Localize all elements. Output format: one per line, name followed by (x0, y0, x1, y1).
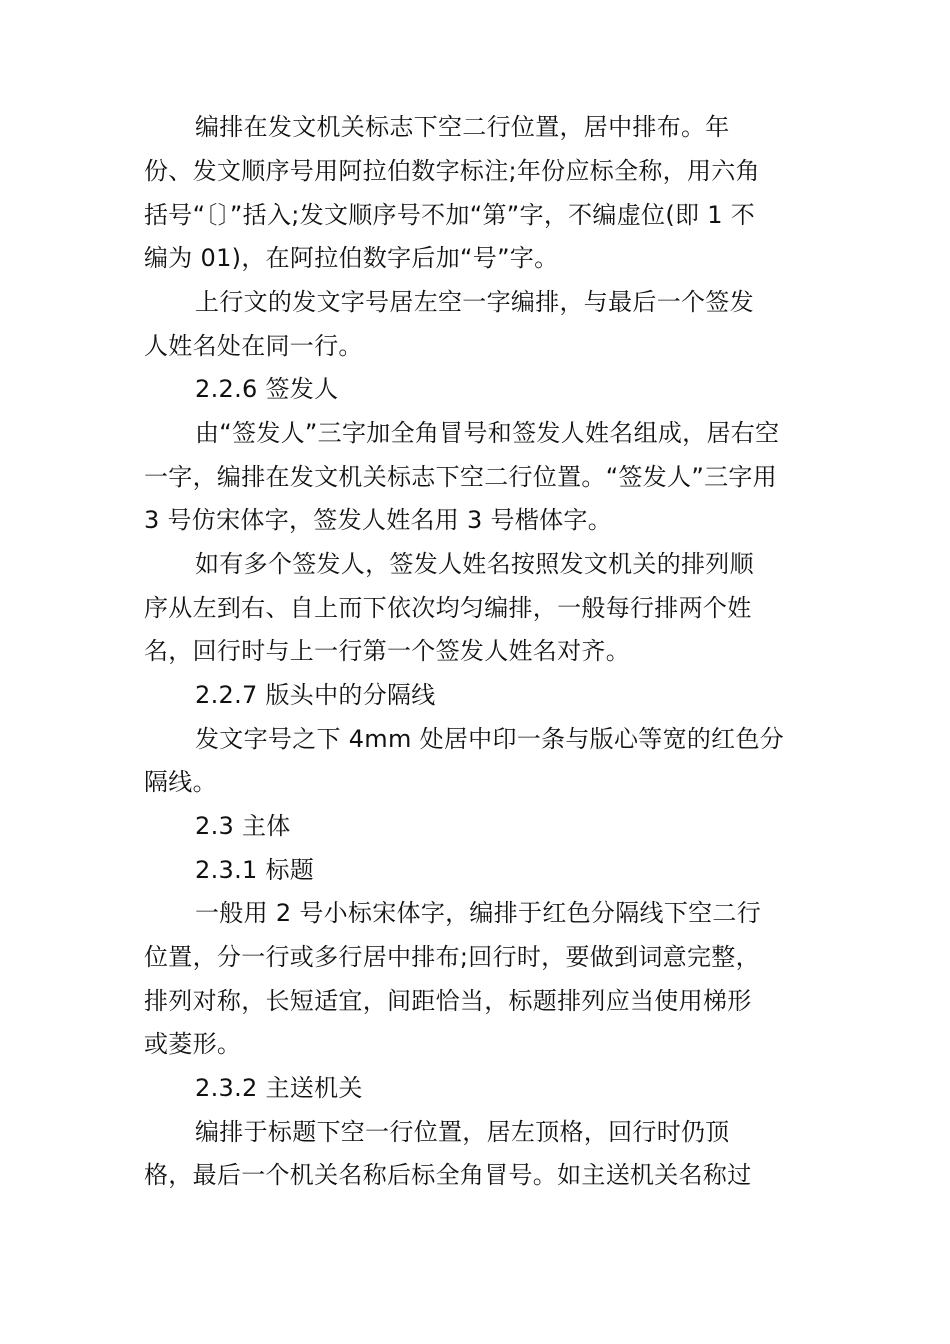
section-heading: 2.3.2 主送机关 (195, 1074, 363, 1102)
paragraph-line: 编为 01)，在阿拉伯数字后加“号”字。 (144, 244, 559, 272)
paragraph-line: 或菱形。 (144, 1030, 242, 1058)
paragraph-line: 编排于标题下空一行位置，居左顶格，回行时仍顶 (195, 1118, 730, 1146)
paragraph-line: 发文字号之下 4mm 处居中印一条与版心等宽的红色分 (195, 725, 785, 753)
paragraph-line: 名，回行时与上一行第一个签发人姓名对齐。 (144, 637, 630, 665)
paragraph-line: 格，最后一个机关名称后标全角冒号。如主送机关名称过 (144, 1161, 752, 1189)
paragraph-line: 位置，分一行或多行居中排布;回行时，要做到词意完整， (144, 943, 760, 971)
paragraph-line: 排列对称，长短适宜，间距恰当，标题排列应当使用梯形 (144, 987, 752, 1015)
paragraph-line: 序从左到右、自上而下依次均匀编排，一般每行排两个姓 (144, 594, 752, 622)
paragraph-line: 如有多个签发人，签发人姓名按照发文机关的排列顺 (195, 550, 754, 578)
paragraph-line: 隔线。 (144, 768, 217, 796)
paragraph-line: 括号“〔〕”括入;发文顺序号不加“第”字，不编虚位(即 1 不 (144, 201, 756, 229)
paragraph-line: 人姓名处在同一行。 (144, 332, 363, 360)
paragraph-line: 编排在发文机关标志下空二行位置，居中排布。年 (195, 113, 730, 141)
section-heading: 2.2.6 签发人 (195, 375, 339, 403)
paragraph-line: 份、发文顺序号用阿拉伯数字标注;年份应标全称，用六角 (144, 157, 760, 185)
section-heading: 2.3 主体 (195, 812, 291, 840)
paragraph-line: 3 号仿宋体字，签发人姓名用 3 号楷体字。 (144, 506, 613, 534)
paragraph-line: 由“签发人”三字加全角冒号和签发人姓名组成，居右空 (195, 419, 780, 447)
section-heading: 2.3.1 标题 (195, 856, 315, 884)
section-heading: 2.2.7 版头中的分隔线 (195, 681, 436, 709)
paragraph-line: 一字，编排在发文机关标志下空二行位置。“签发人”三字用 (144, 463, 777, 491)
paragraph-line: 上行文的发文字号居左空一字编排，与最后一个签发 (195, 288, 754, 316)
paragraph-line: 一般用 2 号小标宋体字，编排于红色分隔线下空二行 (195, 899, 762, 927)
